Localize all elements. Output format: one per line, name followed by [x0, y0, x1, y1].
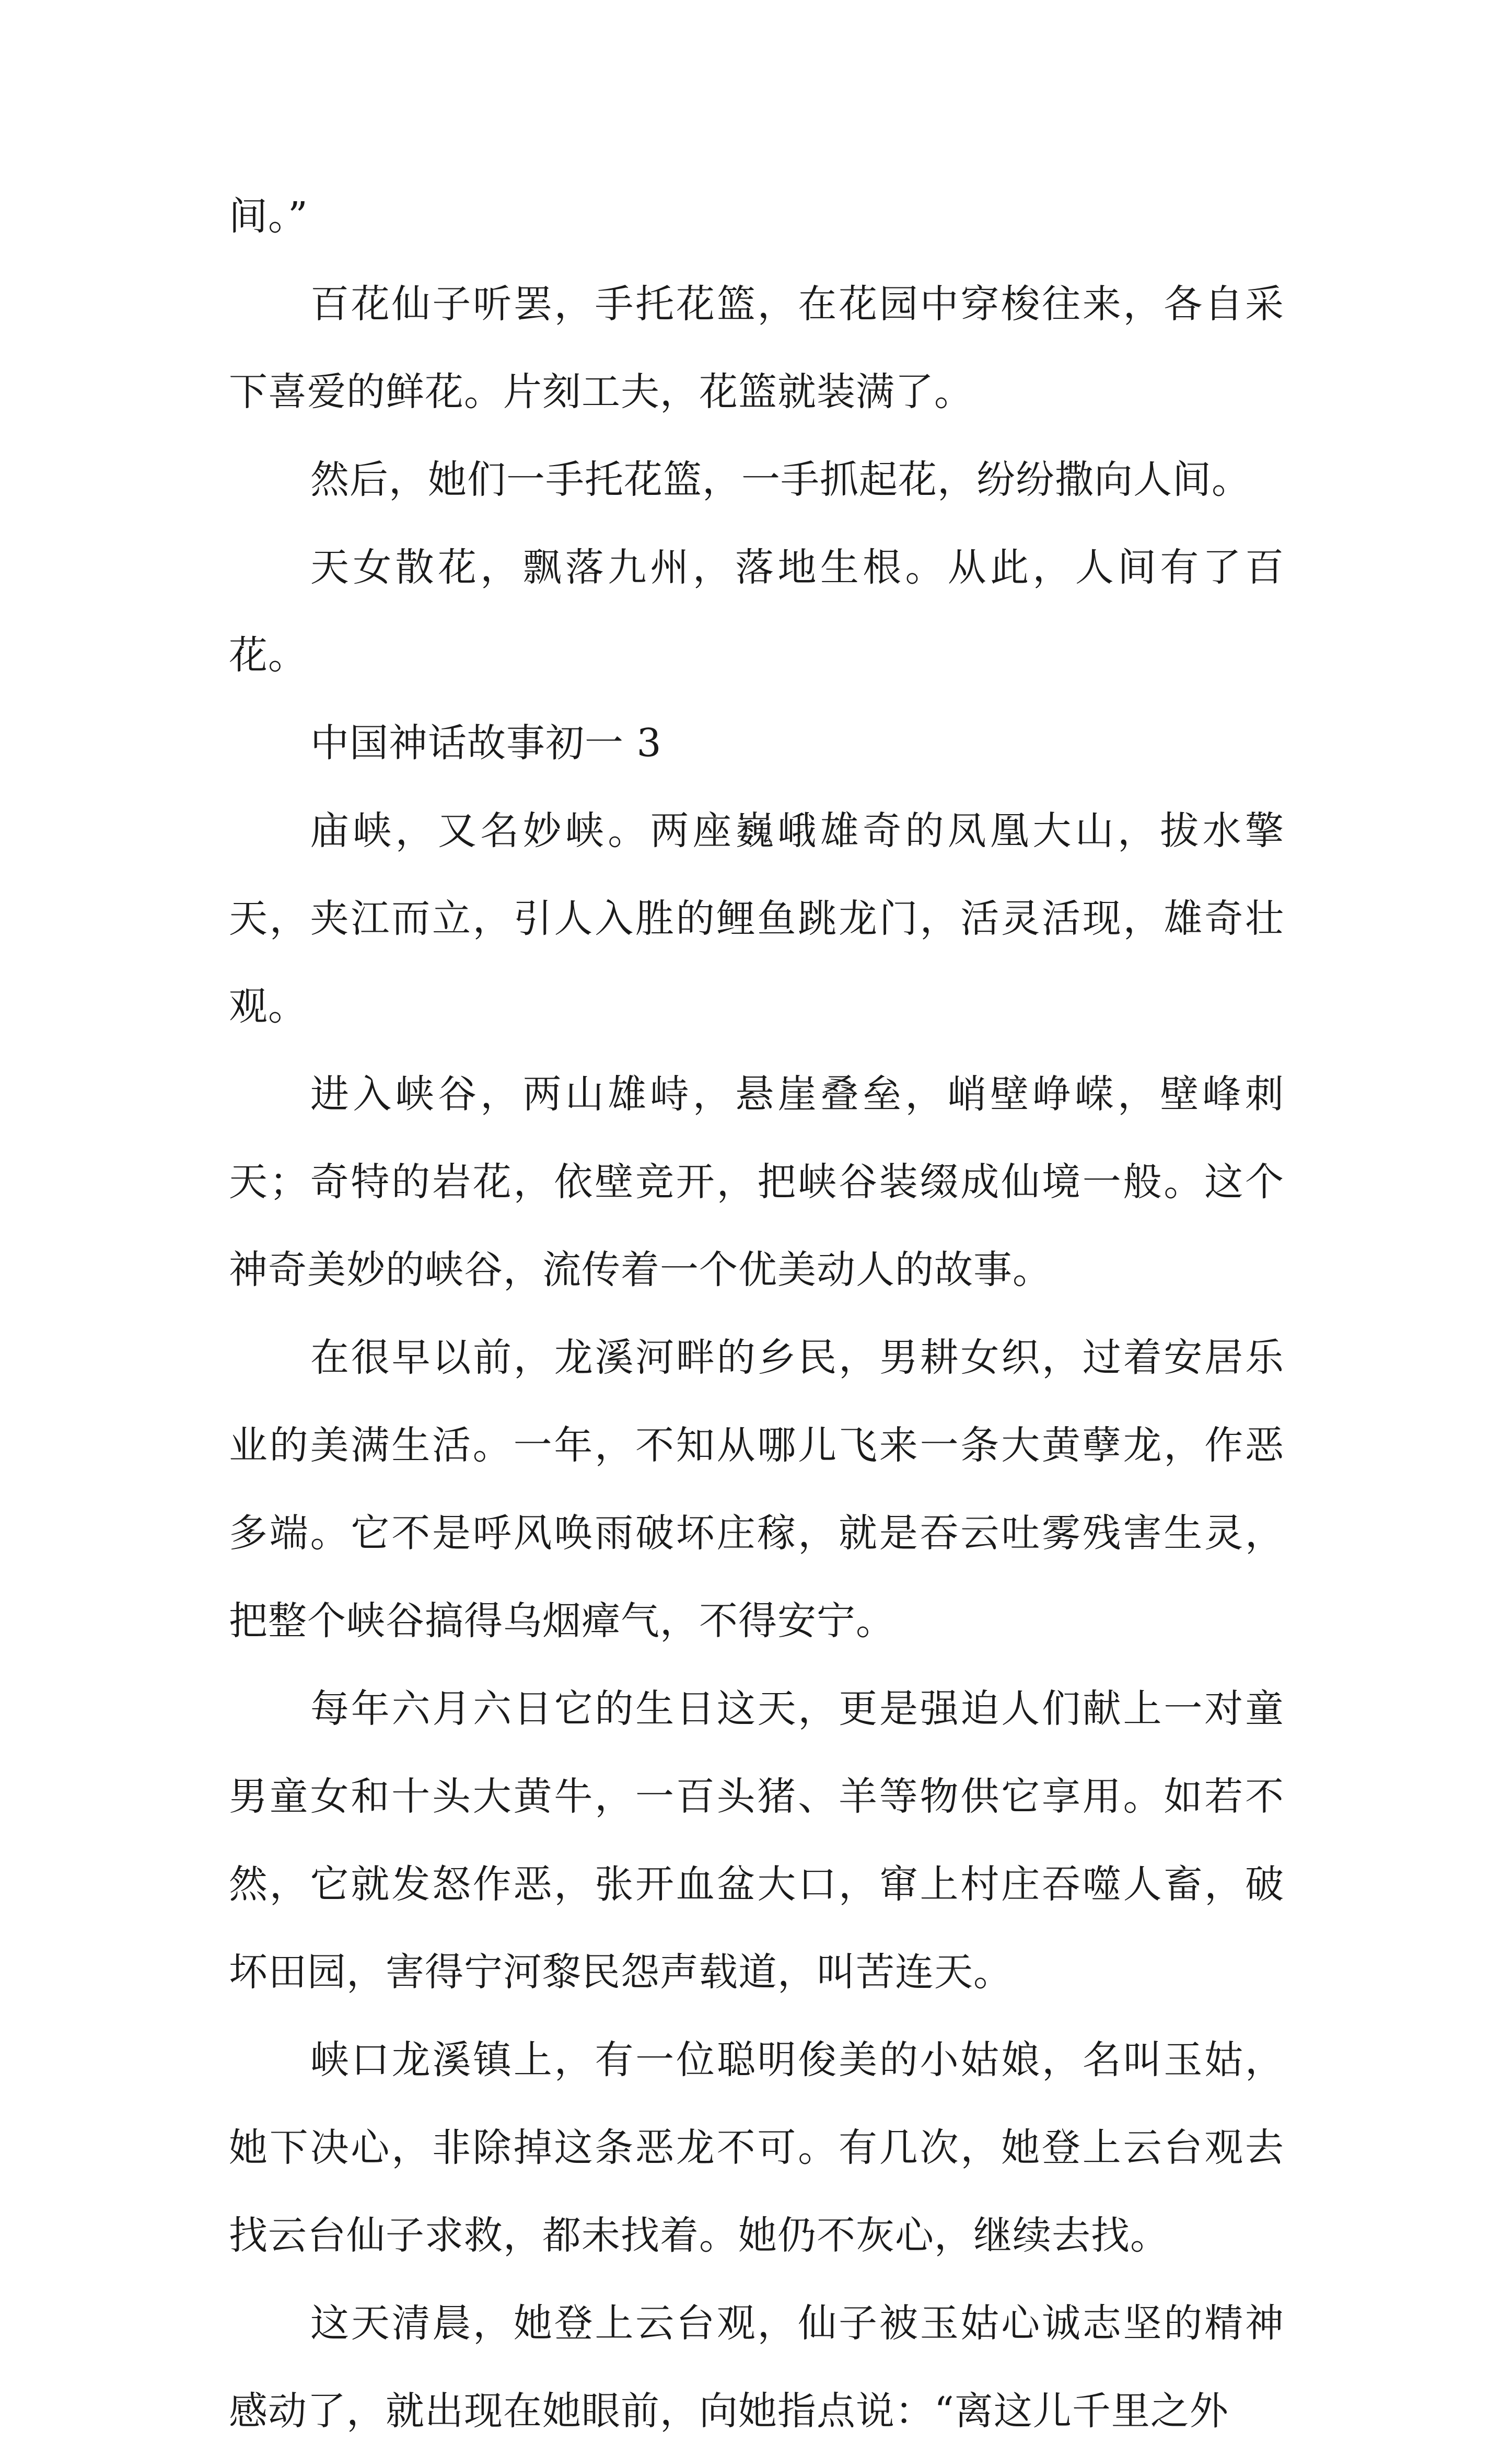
- body-text: [229, 172, 1284, 2455]
- paragraph: 在很早以前，龙溪河畔的乡民，男耕女织，过着安居乐业的美满生活。一年，不知从哪儿飞来一条大黄孽龙，作恶多端。它不是呼风唤雨破坏庄稼，就是吞云吐雾残害生灵，把整个峡谷搞得乌烟瘴气，不得安宁。: [229, 1335, 1284, 1643]
- paragraph: 百花仙子听罢，手托花篮，在花园中穿梭往来，各自采下喜爱的鲜花。片刻工夫，花篮就装满了。: [229, 282, 1284, 414]
- section-heading: 中国神话故事初一 3: [310, 721, 662, 766]
- paragraph: 庙峡，又名妙峡。两座巍峨雄奇的凤凰大山，拔水擎天，夹江而立，引人入胜的鲤鱼跳龙门，活灵活现，雄奇壮观。: [229, 808, 1284, 1029]
- paragraph: 天女散花，飘落九州，落地生根。从此，人间有了百花。: [229, 545, 1284, 678]
- paragraph: 每年六月六日它的生日这天，更是强迫人们献上一对童男童女和十头大黄牛，一百头猪、羊等物供它享用。如若不然，它就发怒作恶，张开血盆大口，窜上村庄吞噬人畜，破坏田园，害得宁河黎民怨声载道，叫苦连天。: [229, 1686, 1284, 1995]
- paragraph: 这天清晨，她登上云台观，仙子被玉姑心诚志坚的精神感动了，就出现在她眼前，向她指点说：“离这儿千里之外: [229, 2301, 1284, 2434]
- paragraph: 然后，她们一手托花篮，一手抓起花，纷纷撒向人间。: [310, 457, 1251, 502]
- paragraph: 间。”: [229, 194, 308, 239]
- paragraph: 峡口龙溪镇上，有一位聪明俊美的小姑娘，名叫玉姑，她下决心，非除掉这条恶龙不可。有几次，她登上云台观去找云台仙子求救，都未找着。她仍不灰心，继续去找。: [229, 2037, 1284, 2258]
- paragraph: 进入峡谷，两山雄峙，悬崖叠垒，峭壁峥嵘，壁峰刺天；奇特的岩花，依壁竞开，把峡谷装缀成仙境一般。这个神奇美妙的峡谷，流传着一个优美动人的故事。: [229, 1072, 1284, 1292]
